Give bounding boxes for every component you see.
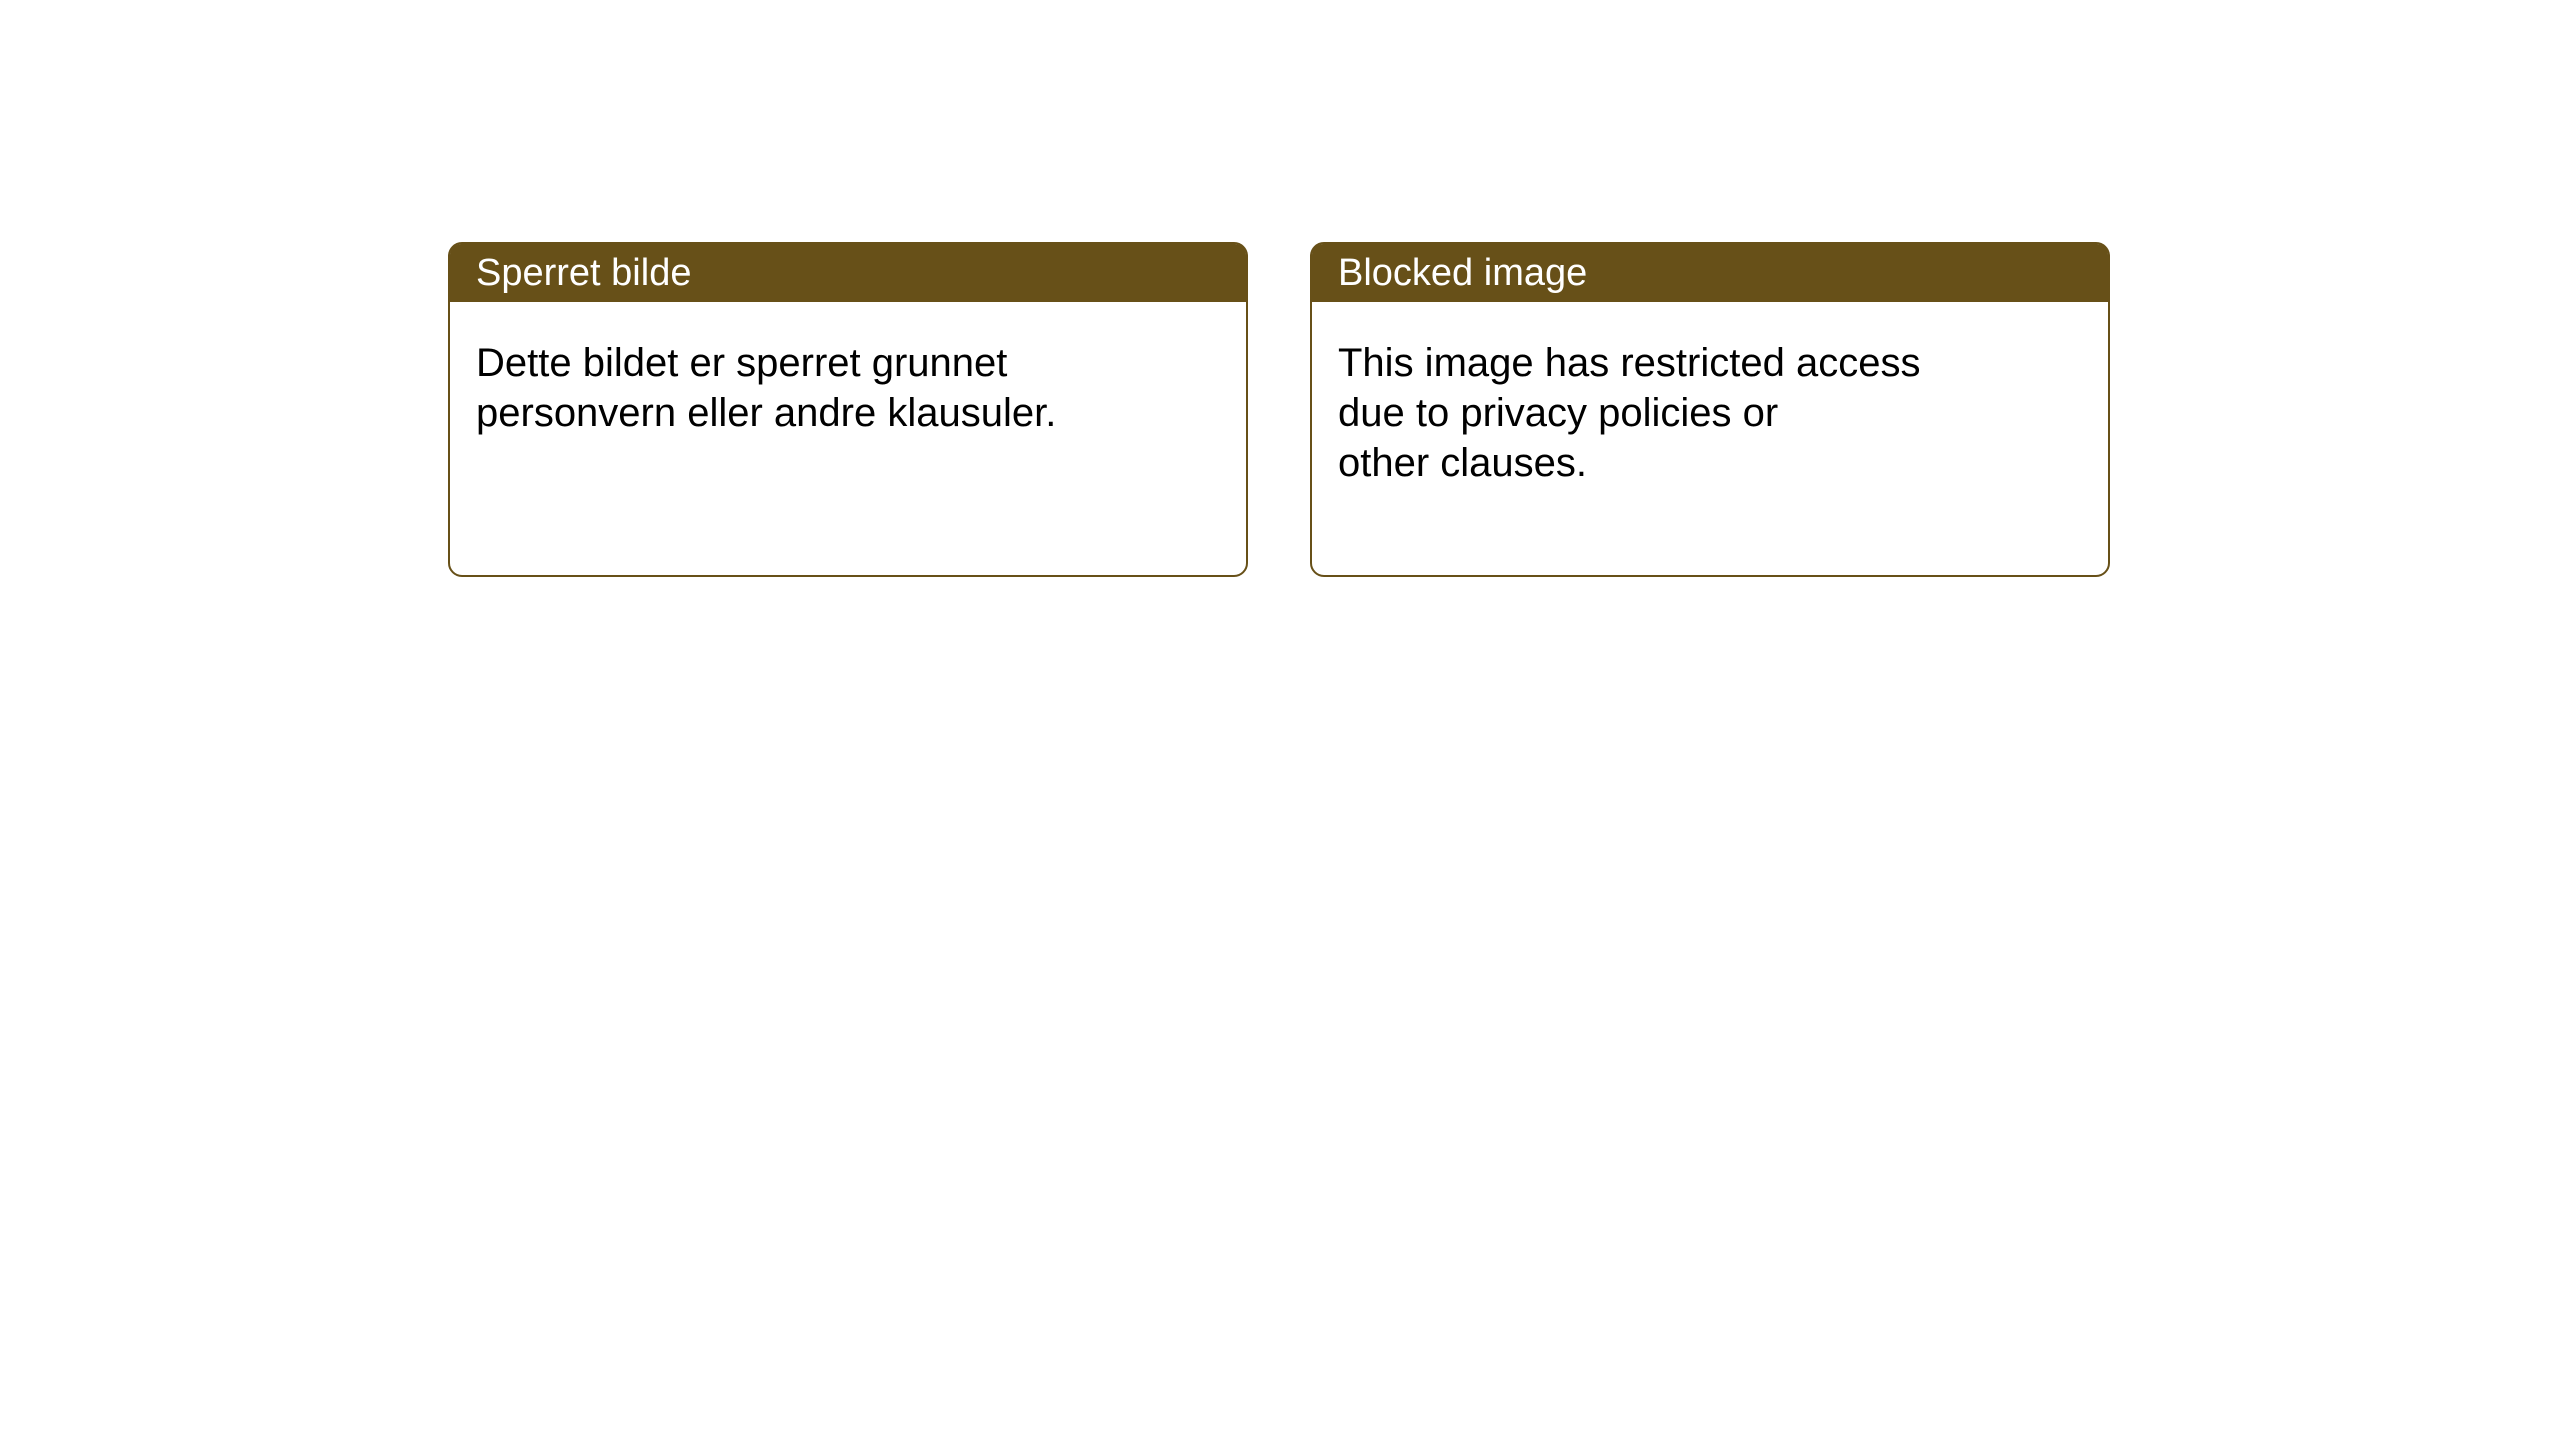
notice-card-body — [1312, 302, 2108, 488]
notice-card-header — [450, 244, 1246, 302]
blocked-image-notice-card-norwegian — [448, 242, 1248, 577]
notice-card-body — [450, 302, 1246, 438]
notice-card-header — [1312, 244, 2108, 302]
notice-text-line: This image has restricted access — [1338, 341, 1921, 385]
notice-text-line: due to privacy policies or — [1338, 391, 1779, 435]
notice-card-title: Sperret bilde — [476, 252, 692, 294]
notice-text-line: Dette bildet er sperret grunnet — [476, 341, 1008, 385]
notice-text-line: other clauses. — [1338, 441, 1588, 485]
notice-text-line: personvern eller andre klausuler. — [476, 391, 1057, 435]
blocked-image-notice-card-english — [1310, 242, 2110, 577]
notice-card-title: Blocked image — [1338, 252, 1588, 294]
